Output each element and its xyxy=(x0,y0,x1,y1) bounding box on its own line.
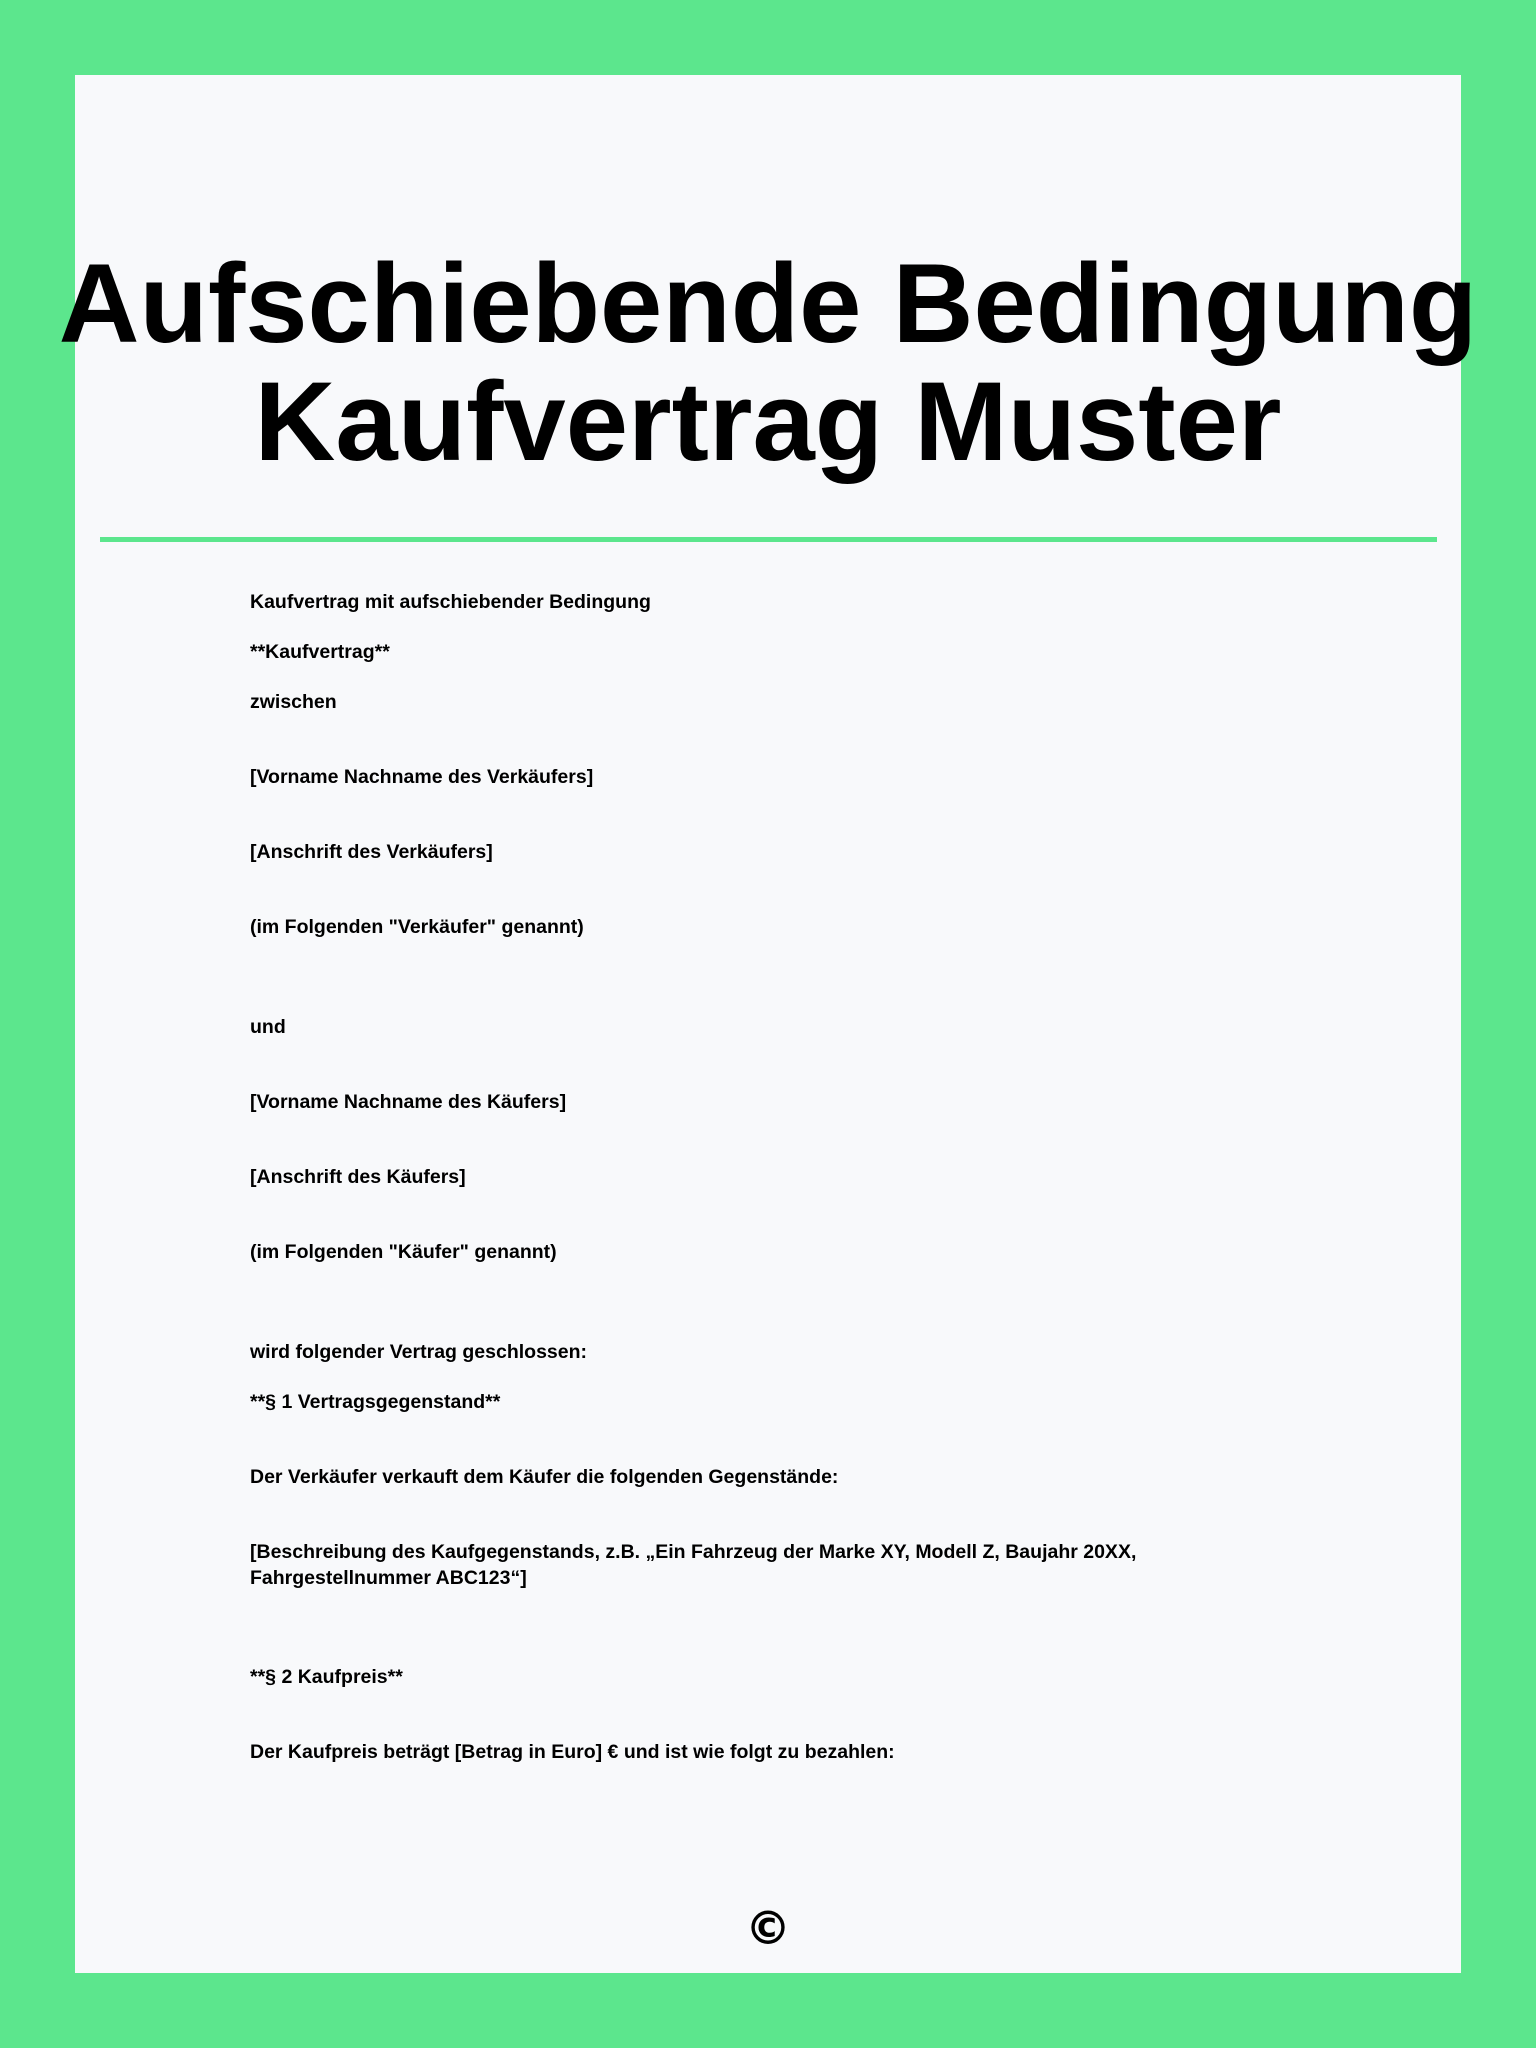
paragraph: [Vorname Nachname des Verkäufers] xyxy=(250,766,594,788)
title-line-2: Kaufvertrag Muster xyxy=(254,359,1282,484)
paragraph: wird folgender Vertrag geschlossen: xyxy=(250,1341,588,1363)
paragraph: und xyxy=(250,1016,286,1038)
paragraph: [Anschrift des Käufers] xyxy=(250,1166,466,1188)
paragraph: **§ 2 Kaufpreis** xyxy=(250,1666,403,1688)
paragraph: [Beschreibung des Kaufgegenstands, z.B. „Ein Fahrzeug der Marke XY, Modell Z, Baujahr 20XX, Fahrgestellnummer ABC123“] xyxy=(250,1541,1137,1589)
title-divider xyxy=(100,537,1437,542)
paragraph: [Vorname Nachname des Käufers] xyxy=(250,1091,567,1113)
paragraph: (im Folgenden "Verkäufer" genannt) xyxy=(250,916,584,938)
paragraph: zwischen xyxy=(250,691,337,713)
document-title xyxy=(0,241,1536,484)
paragraph: Kaufvertrag mit aufschiebender Bedingung xyxy=(250,591,651,613)
paragraph: **§ 1 Vertragsgegenstand** xyxy=(250,1391,501,1413)
paragraph: [Anschrift des Verkäufers] xyxy=(250,841,493,863)
paragraph: Der Verkäufer verkauft dem Käufer die folgenden Gegenstände: xyxy=(250,1466,839,1488)
paragraph: (im Folgenden "Käufer" genannt) xyxy=(250,1241,557,1263)
copyright-icon: © xyxy=(745,1901,791,1955)
paragraph: Der Kaufpreis beträgt [Betrag in Euro] € und ist wie folgt zu bezahlen: xyxy=(250,1741,895,1763)
paragraph: **Kaufvertrag** xyxy=(250,641,390,663)
title-line-1: Aufschiebende Bedingung xyxy=(58,241,1478,366)
